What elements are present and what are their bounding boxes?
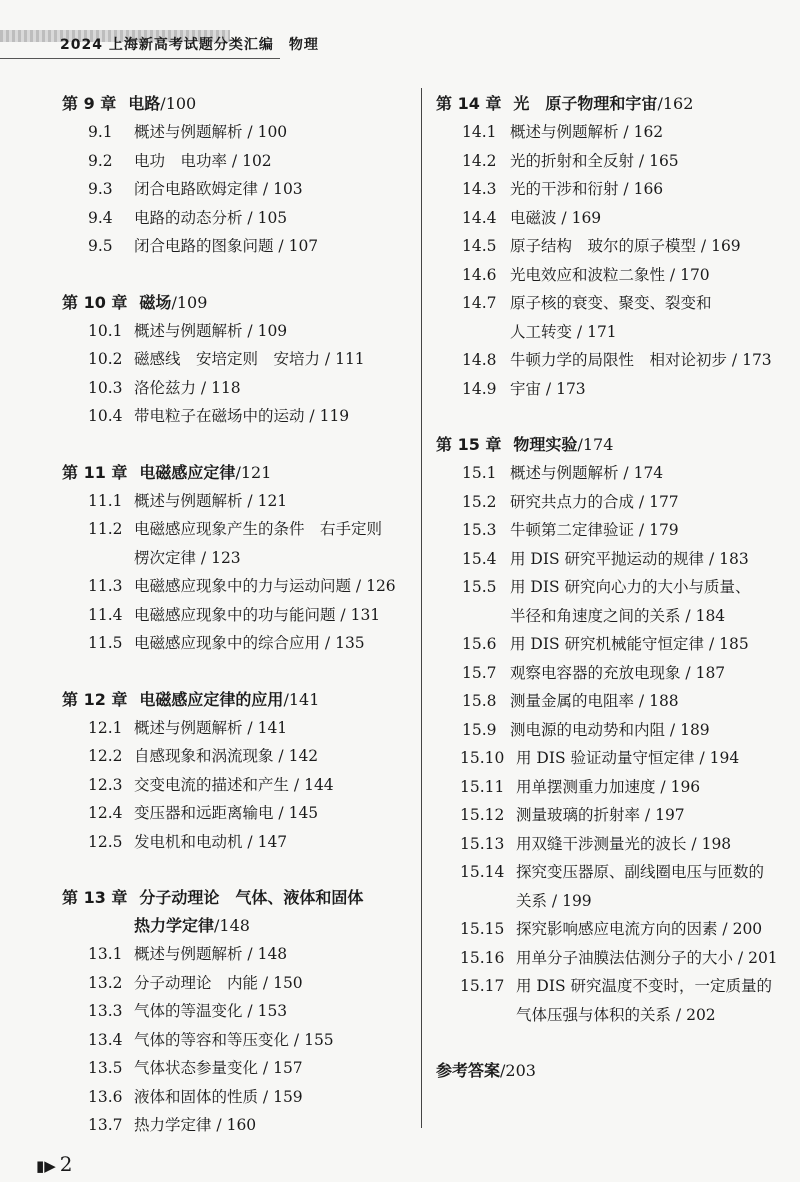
section-title: 闭合电路欧姆定律 / 103 (134, 180, 303, 198)
section-title: 概述与例题解析 / 162 (510, 123, 664, 141)
chapter-title: 电磁感应定律 (139, 462, 236, 482)
toc-entry[interactable] (436, 687, 786, 716)
chapter-gap (62, 658, 412, 686)
toc-entry[interactable] (62, 147, 412, 176)
chapter-heading[interactable] (62, 90, 412, 118)
section-title: 液体和固体的性质 / 159 (134, 1087, 303, 1106)
section-title: 人工转变 / 171 (510, 322, 617, 341)
toc-entry[interactable] (436, 118, 786, 147)
section-number: 14.3 (462, 180, 497, 198)
toc-entry[interactable] (436, 573, 786, 630)
section-number: 15.1 (462, 464, 497, 482)
toc-entry[interactable] (436, 659, 786, 688)
section-title: 电路的动态分析 / 105 (134, 208, 288, 227)
section-title: 电磁波 / 169 (510, 208, 602, 227)
toc-entry[interactable] (436, 232, 786, 261)
toc-left-column (62, 90, 412, 1140)
toc-entry[interactable] (436, 944, 786, 973)
section-title: 测量玻璃的折射率 / 197 (516, 806, 685, 824)
toc-entry[interactable] (436, 630, 786, 659)
chapter-gap (436, 403, 786, 431)
toc-entry[interactable] (62, 232, 412, 261)
section-title: 关系 / 199 (516, 891, 592, 910)
chapter-title-line2: 热力学定律 (134, 916, 215, 935)
section-number: 14.4 (462, 208, 497, 227)
chapter-page: /148 (214, 916, 250, 935)
section-title: 用双缝干涉测量光的波长 / 198 (516, 834, 732, 853)
toc-entry[interactable] (62, 714, 412, 743)
toc-entry[interactable] (436, 204, 786, 233)
toc-entry[interactable] (436, 858, 786, 915)
section-number: 12.3 (88, 775, 123, 794)
section-title: 自感现象和涡流现象 / 142 (134, 747, 319, 765)
section-number: 10.1 (88, 321, 123, 340)
section-number: 14.9 (462, 379, 497, 398)
toc-entry[interactable] (62, 1111, 412, 1140)
section-number: 9.5 (88, 237, 113, 255)
section-number: 10.2 (88, 350, 123, 368)
section-number: 15.10 (460, 749, 505, 767)
section-number: 14.7 (462, 294, 497, 312)
chapter-title-continued (62, 912, 412, 940)
section-number: 15.9 (462, 720, 497, 739)
section-number: 9.3 (88, 180, 113, 198)
section-number: 11.4 (88, 605, 123, 624)
section-title: 原子核的衰变、聚变、裂变和 (510, 294, 712, 312)
section-title: 磁感线 安培定则 安培力 / 111 (134, 350, 365, 368)
section-title: 探究影响感应电流方向的因素 / 200 (516, 920, 763, 938)
section-title: 发电机和电动机 / 147 (134, 832, 288, 851)
toc-entry[interactable] (62, 402, 412, 431)
toc-entry[interactable] (436, 289, 786, 346)
toc-entry[interactable] (62, 601, 412, 630)
section-number: 13.1 (88, 945, 123, 963)
chapter-page: /162 (657, 94, 694, 113)
section-title: 牛顿力学的局限性 相对论初步 / 173 (510, 351, 772, 369)
section-number: 15.7 (462, 663, 497, 682)
toc-entry[interactable] (62, 1054, 412, 1083)
toc-entry[interactable] (62, 969, 412, 998)
section-number: 12.1 (88, 718, 123, 737)
chapter-number: 第 12 章 (62, 689, 128, 709)
section-number: 10.4 (88, 407, 123, 425)
section-number: 12.4 (88, 804, 123, 822)
chapter-gap (436, 1029, 786, 1057)
chapter-number: 第 14 章 (436, 94, 502, 113)
header-rule (0, 58, 280, 59)
toc-entry[interactable] (436, 545, 786, 574)
section-title: 热力学定律 / 160 (134, 1116, 257, 1134)
toc-entry[interactable] (436, 716, 786, 745)
section-number: 15.6 (462, 635, 497, 653)
toc-entry[interactable] (436, 488, 786, 517)
toc-entry[interactable] (62, 175, 412, 204)
section-title: 变压器和远距离输电 / 145 (134, 804, 319, 822)
column-divider (421, 88, 422, 1128)
chapter-gap (62, 856, 412, 884)
section-title: 概述与例题解析 / 100 (134, 123, 288, 141)
toc-entry[interactable] (436, 175, 786, 204)
section-title: 气体的等容和等压变化 / 155 (134, 1030, 334, 1049)
toc-entry[interactable] (62, 799, 412, 828)
section-number: 15.8 (462, 692, 497, 710)
answers-title: 参考答案 (436, 1061, 501, 1080)
section-number: 13.5 (88, 1059, 123, 1077)
section-number: 13.4 (88, 1030, 123, 1049)
toc-entry[interactable] (436, 915, 786, 944)
toc-right-column (436, 90, 786, 1085)
chapter-number: 第 9 章 (62, 94, 117, 113)
section-title: 宇宙 / 173 (510, 379, 586, 398)
section-title: 测电源的电动势和内阻 / 189 (510, 720, 710, 739)
section-title: 牛顿第二定律验证 / 179 (510, 521, 679, 539)
chapter-number: 第 15 章 (436, 435, 502, 454)
section-title: 用 DIS 研究温度不变时，一定质量的 (516, 977, 773, 995)
section-number: 15.3 (462, 521, 497, 539)
chapter-title: 分子动理论 气体、液体和固体 (139, 888, 364, 907)
chapter-heading[interactable] (62, 289, 412, 317)
chapter-gap (62, 431, 412, 459)
section-number: 13.3 (88, 1002, 123, 1020)
chapter-title: 电路 (128, 94, 161, 113)
section-number: 15.11 (460, 777, 505, 796)
chapter-title: 磁场 (139, 292, 172, 312)
chapter-title: 电磁感应定律的应用 (139, 689, 284, 709)
toc-entry[interactable] (62, 118, 412, 147)
toc-entry[interactable] (436, 375, 786, 404)
section-number: 15.16 (460, 948, 505, 967)
answers-heading[interactable] (436, 1057, 786, 1085)
chapter-title: 光 原子物理和宇宙 (513, 94, 658, 113)
chapter-number: 第 11 章 (62, 462, 128, 482)
section-title: 概述与例题解析 / 148 (134, 945, 288, 963)
section-title: 概述与例题解析 / 109 (134, 321, 288, 340)
section-number: 13.2 (88, 973, 123, 992)
toc-entry[interactable] (436, 459, 786, 488)
toc-entry[interactable] (62, 515, 412, 572)
section-number: 15.2 (462, 492, 497, 511)
toc-entry[interactable] (436, 516, 786, 545)
toc-entry[interactable] (436, 972, 786, 1029)
section-title: 概述与例题解析 / 174 (510, 464, 664, 482)
section-number: 15.5 (462, 578, 497, 596)
section-number: 14.2 (462, 151, 497, 170)
section-number: 11.1 (88, 491, 123, 510)
chapter-number: 第 10 章 (62, 292, 128, 312)
toc-entry[interactable] (436, 773, 786, 802)
section-number: 15.13 (460, 834, 505, 853)
section-number: 11.5 (88, 634, 123, 652)
toc-entry[interactable] (62, 997, 412, 1026)
toc-entry[interactable] (62, 1026, 412, 1055)
section-number: 9.2 (88, 151, 113, 170)
section-title: 概述与例题解析 / 141 (134, 718, 288, 737)
section-number: 14.6 (462, 265, 497, 284)
toc-entry[interactable] (436, 801, 786, 830)
chapter-page: /141 (283, 689, 320, 709)
running-header: 2024 上海新高考试题分类汇编 物理 (60, 37, 319, 53)
answers-page: /203 (500, 1061, 536, 1080)
toc-entry[interactable] (62, 572, 412, 601)
section-number: 15.4 (462, 549, 497, 568)
section-title: 电磁感应现象中的力与运动问题 / 126 (134, 577, 396, 595)
toc-entry[interactable] (62, 204, 412, 233)
chapter-heading[interactable] (62, 686, 412, 714)
toc-entry[interactable] (436, 346, 786, 375)
section-title: 用单摆测重力加速度 / 196 (516, 777, 701, 796)
section-title: 用 DIS 研究机械能守恒定律 / 185 (510, 635, 749, 653)
section-title: 用 DIS 研究向心力的大小与质量、 (510, 578, 751, 596)
section-title: 电磁感应现象中的综合应用 / 135 (134, 634, 365, 652)
footer-arrow-icon: ▮▶ (36, 1157, 56, 1175)
section-number: 14.5 (462, 237, 497, 255)
section-title: 气体压强与体积的关系 / 202 (516, 1005, 716, 1024)
chapter-page: /121 (235, 462, 272, 482)
section-number: 15.15 (460, 920, 505, 938)
toc-entry[interactable] (436, 830, 786, 859)
section-title: 测量金属的电阻率 / 188 (510, 692, 679, 710)
section-title: 光电效应和波粒二象性 / 170 (510, 265, 710, 284)
toc-entry[interactable] (62, 940, 412, 969)
section-title: 光的折射和全反射 / 165 (510, 151, 679, 170)
toc-entry[interactable] (436, 147, 786, 176)
section-number: 11.3 (88, 577, 123, 595)
chapter-title: 物理实验 (513, 435, 578, 454)
section-title: 电功 电功率 / 102 (134, 151, 272, 170)
section-title: 分子动理论 内能 / 150 (134, 973, 303, 992)
toc-entry[interactable] (62, 487, 412, 516)
section-number: 15.14 (460, 863, 505, 881)
chapter-page: /174 (577, 435, 614, 454)
section-title: 探究变压器原、副线圈电压与匝数的 (516, 863, 765, 881)
page-number: 2 (59, 1152, 73, 1176)
section-number: 14.8 (462, 351, 497, 369)
section-title: 光的干涉和衍射 / 166 (510, 180, 664, 198)
toc-entry[interactable] (62, 317, 412, 346)
toc-entry[interactable] (62, 828, 412, 857)
toc-entry[interactable] (62, 374, 412, 403)
section-title: 气体的等温变化 / 153 (134, 1002, 288, 1020)
section-title: 洛伦兹力 / 118 (134, 378, 241, 397)
chapter-gap (62, 261, 412, 289)
section-number: 9.1 (88, 123, 113, 141)
section-title: 用 DIS 验证动量守恒定律 / 194 (516, 749, 740, 767)
section-number: 12.2 (88, 747, 123, 765)
section-title: 闭合电路的图象问题 / 107 (134, 237, 319, 255)
section-number: 13.6 (88, 1087, 123, 1106)
section-number: 14.1 (462, 123, 497, 141)
chapter-page: /109 (171, 292, 208, 312)
toc-entry[interactable] (62, 629, 412, 658)
chapter-heading[interactable] (436, 90, 786, 118)
toc-entry[interactable] (436, 744, 786, 773)
section-title: 带电粒子在磁场中的运动 / 119 (134, 407, 350, 425)
section-number: 12.5 (88, 832, 123, 851)
toc-entry[interactable] (436, 261, 786, 290)
section-title: 半径和角速度之间的关系 / 184 (510, 606, 726, 625)
section-number: 15.12 (460, 806, 505, 824)
chapter-heading[interactable] (62, 459, 412, 487)
toc-entry[interactable] (62, 742, 412, 771)
section-number: 11.2 (88, 520, 123, 538)
section-title: 楞次定律 / 123 (134, 548, 241, 567)
chapter-heading[interactable] (62, 884, 412, 940)
section-title: 观察电容器的充放电现象 / 187 (510, 663, 726, 682)
section-title: 交变电流的描述和产生 / 144 (134, 775, 334, 794)
section-number: 10.3 (88, 378, 123, 397)
section-title: 气体状态参量变化 / 157 (134, 1059, 303, 1077)
section-number: 13.7 (88, 1116, 123, 1134)
section-title: 研究共点力的合成 / 177 (510, 492, 679, 511)
section-title: 电磁感应现象产生的条件 右手定则 (134, 520, 383, 538)
chapter-page: /100 (160, 94, 197, 113)
toc-entry[interactable] (62, 1083, 412, 1112)
section-title: 原子结构 玻尔的原子模型 / 169 (510, 237, 741, 255)
page-footer (36, 1152, 73, 1176)
section-title: 电磁感应现象中的功与能问题 / 131 (134, 605, 381, 624)
chapter-heading[interactable] (436, 431, 786, 459)
section-title: 概述与例题解析 / 121 (134, 491, 288, 510)
section-number: 15.17 (460, 977, 505, 995)
toc-entry[interactable] (62, 771, 412, 800)
section-title: 用单分子油膜法估测分子的大小 / 201 (516, 948, 778, 967)
section-number: 9.4 (88, 208, 113, 227)
toc-entry[interactable] (62, 345, 412, 374)
chapter-number: 第 13 章 (62, 888, 128, 907)
section-title: 用 DIS 研究平抛运动的规律 / 183 (510, 549, 749, 568)
